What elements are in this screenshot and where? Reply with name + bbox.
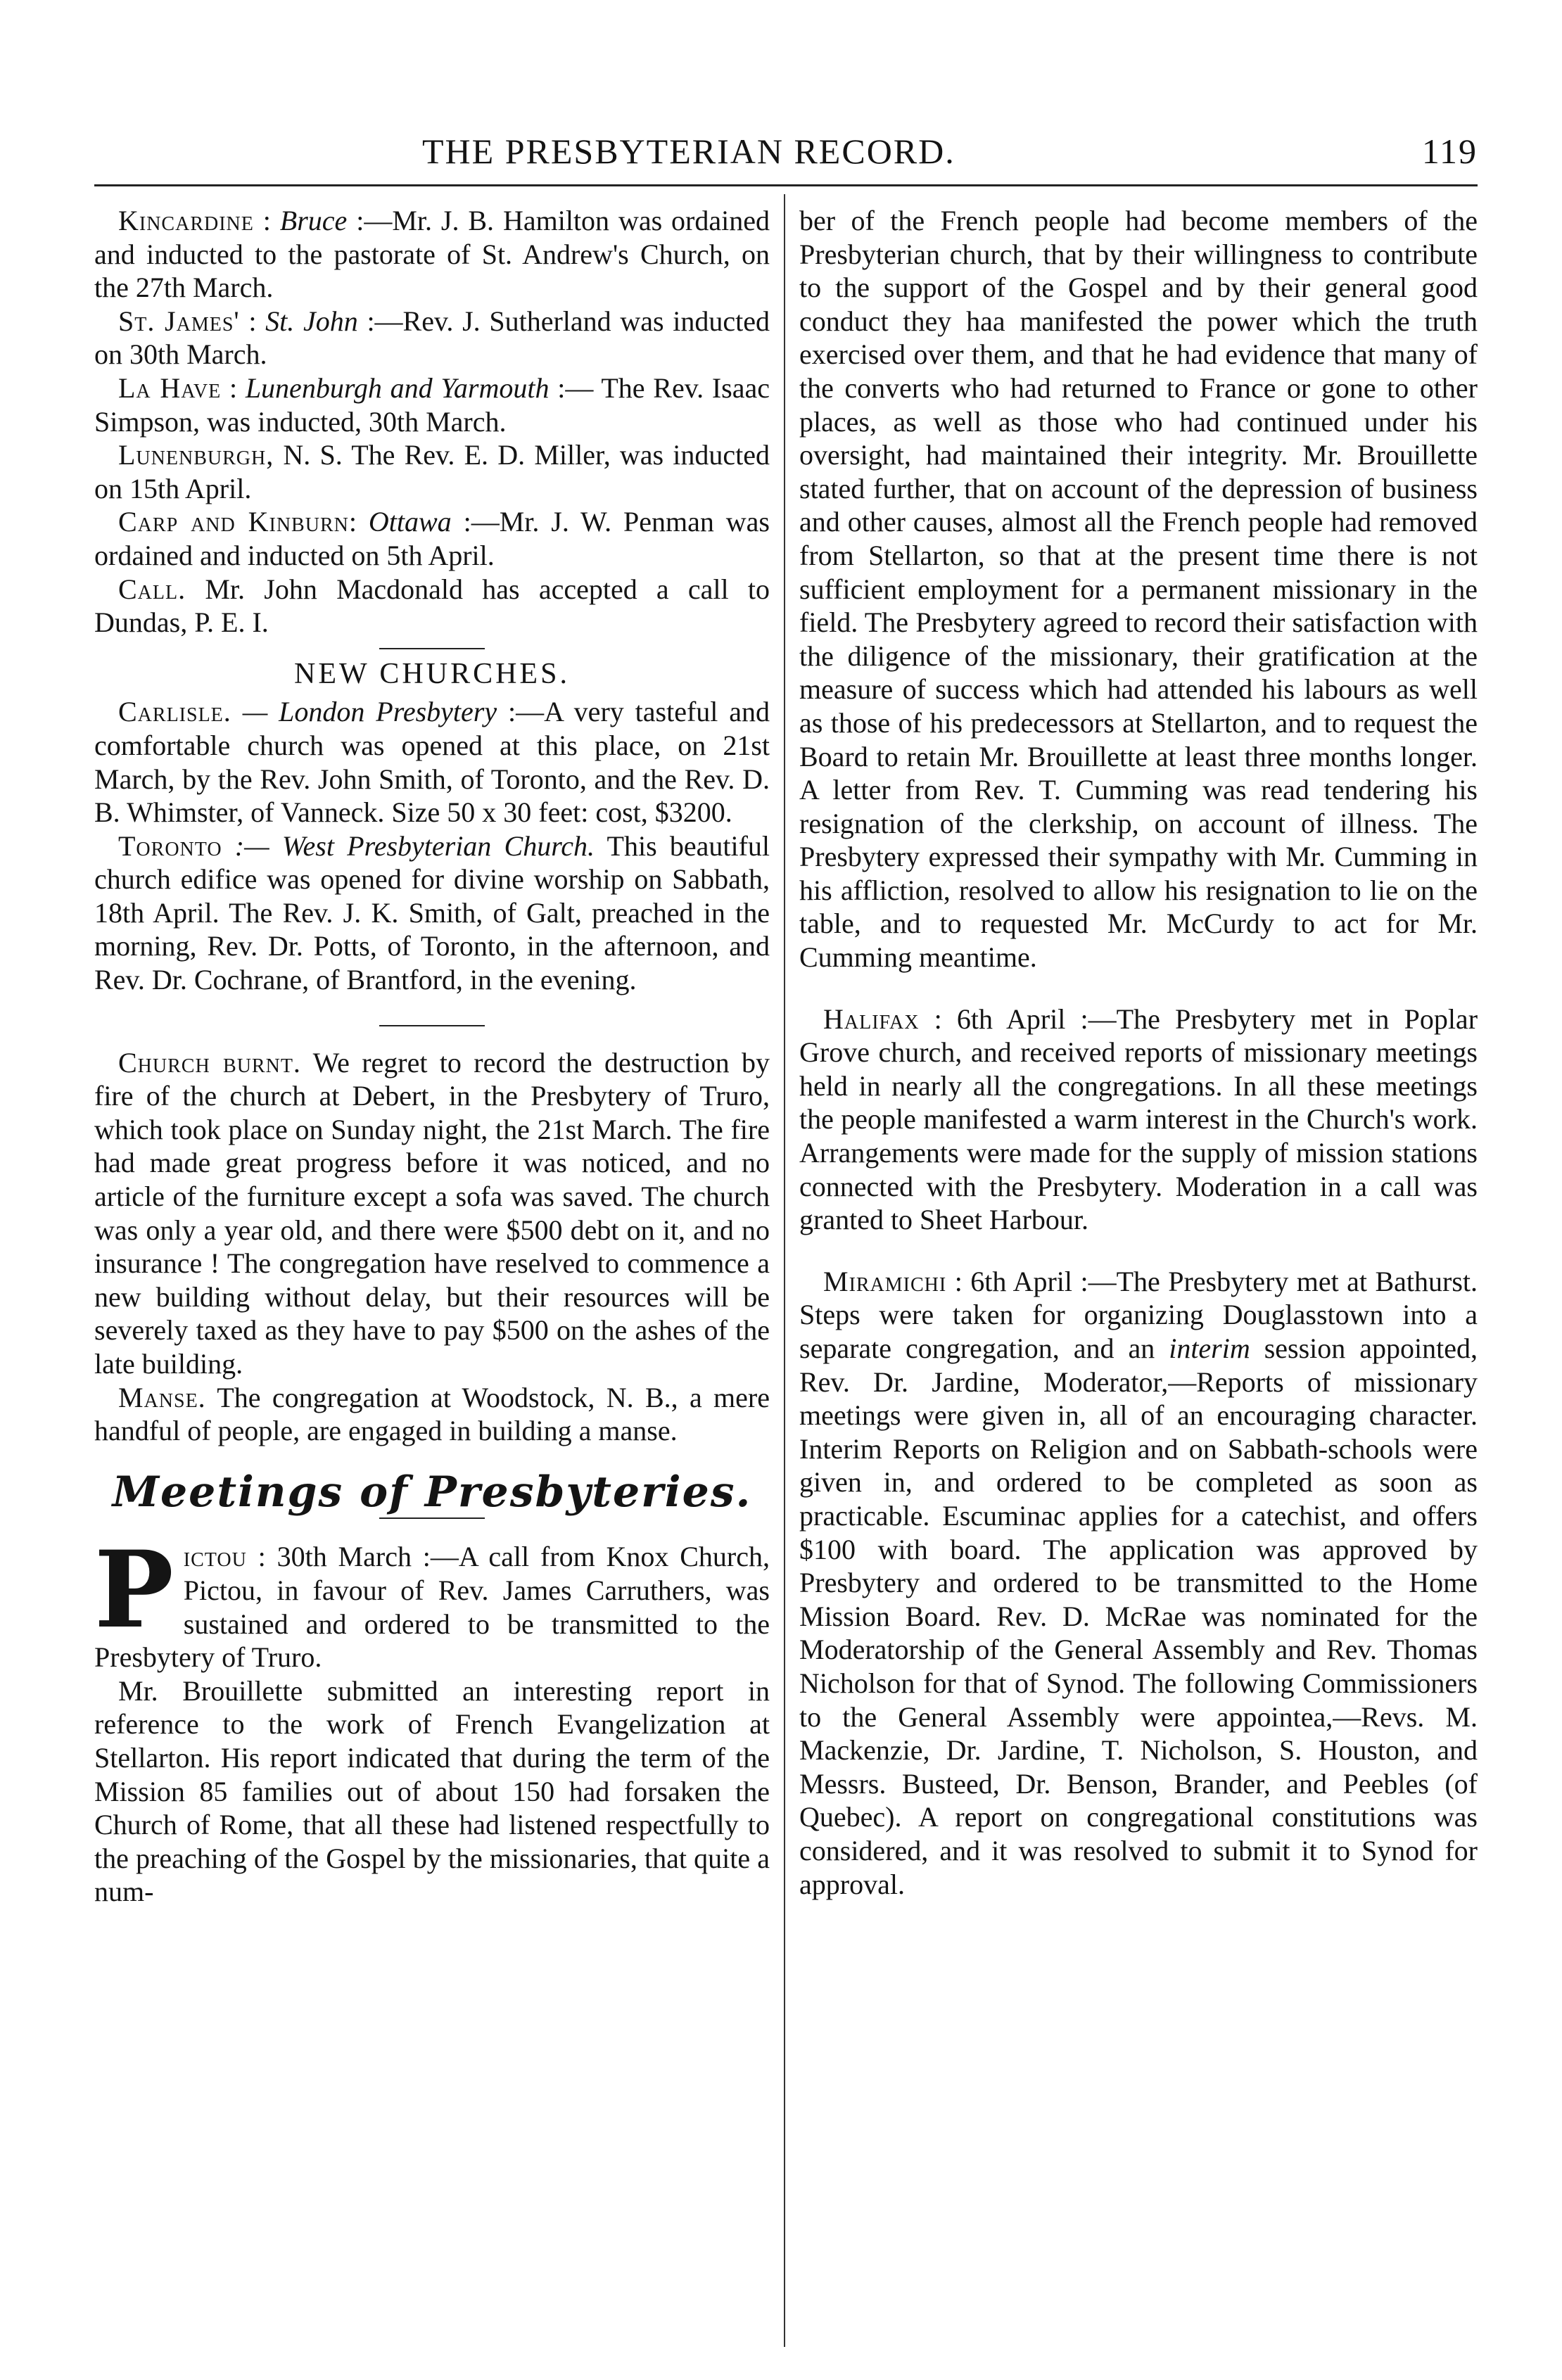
column-divider: [784, 194, 785, 2347]
entry-halifax: [799, 1003, 1478, 1237]
entry-place: St. John: [265, 305, 358, 337]
entry-lunenburgh: [94, 438, 770, 505]
entry-lead: Carp and Kinburn: [118, 506, 349, 538]
entry-place: Bruce: [279, 205, 348, 236]
entry-lead: ictou: [183, 1541, 247, 1573]
drop-cap: P: [94, 1528, 174, 1653]
entry-call: [94, 573, 770, 639]
entry-text: :—Rev. J. Sutherland was inducted on 30th March.: [94, 305, 770, 371]
entry-lead: Lunenburgh,: [118, 439, 274, 471]
entry-emphasis: interim: [1169, 1332, 1250, 1364]
entry-manse: [94, 1381, 770, 1448]
entry-text: The congregation at Woodstock, N. B., a mere handful of people, are engaged in building a manse.: [94, 1381, 770, 1447]
right-column: [799, 204, 1478, 1901]
entry-lead: Manse.: [118, 1381, 206, 1413]
entry-text: We regret to record the destruction by fire of the church at Debert, in the Presbytery of Truro, which took place on Sunday night, the 21st March. The fire had made great progress before it was noticed, and no article of the furniture except a sofa was saved. The church was only a year old, and there were $500 debt on it, and no insurance ! The congregation have reselved to commence a new building without delay, but their resources will be severely taxed as they have to pay $500 on the ashes of the late building.: [94, 1046, 770, 1380]
entry-la-have: La Have : Lunenburgh and Yarmouth :— The Rev. Isaac Simpson, was inducted, 30th March.: [94, 371, 770, 438]
running-head: [422, 131, 1478, 177]
entry-text: : 6th April :—The Presbytery met in Poplar Grove church, and received reports of missionary meetings held in nearly all the congregations. In all these meetings the people manifested a warm interest in the Church's work. Arrangements were made for the supply of mission stations connected with the Presbytery. Moderation in a call was granted to Sheet Harbour.: [799, 1003, 1478, 1236]
entry-kincardine: Kincardine : Bruce :—Mr. J. B. Hamilton was ordained and inducted to the pastorate of St. Andrew's Church, on the 27th March.: [94, 205, 770, 304]
entry-place: Lunenburgh and Yarmouth: [245, 371, 550, 404]
entry-lead: Toronto: [118, 829, 222, 862]
entry-text: N. S. The Rev. E. D. Miller, was inducted on 15th April.: [94, 439, 770, 504]
entry-lead: Church burnt.: [118, 1046, 301, 1078]
entry-text: :—Mr. J. B. Hamilton was ordained and inducted to the pastorate of St. Andrew's Church, on the 27th March.: [94, 205, 770, 304]
page-number: 119: [1421, 132, 1478, 171]
entry-brouillette: Mr. Brouillette submitted an interesting report in reference to the work of French Evangelization at Stellarton. His report indicated that during the term of the Mission 85 families out of about 150 had forsaken the Church of Rome, that all these had listened respectfully to the preaching of the Gospel by the missionaries, that quite a num-: [94, 1674, 770, 1908]
entry-miramichi: [799, 1265, 1478, 1901]
new-churches-heading: NEW CHURCHES.: [294, 657, 570, 690]
entry-text: :—Mr. J. W. Penman was ordained and inducted on 5th April.: [94, 506, 770, 571]
divider-rule: [379, 648, 485, 649]
entry-toronto: [94, 829, 770, 997]
header-rule: [94, 184, 1478, 186]
meetings-heading: Meetings of Presbyteries.: [112, 1467, 752, 1517]
entry-carlisle: [94, 695, 770, 829]
entry-place: :— West Presbyterian Church.: [234, 829, 595, 862]
entry-place: — London Presbytery: [242, 696, 497, 728]
entry-lead: Kincardine: [118, 205, 254, 236]
entry-text: : 6th April :—The Presbytery met at Bathurst. Steps were taken for organizing Douglasstown into a separate congregation, and an: [799, 1265, 1478, 1364]
entry-lead: La Have: [118, 371, 222, 404]
entry-pictou: [94, 1528, 770, 1674]
divider-rule: [379, 1517, 485, 1519]
entry-text: : 30th March :—A call from Knox Church, Pictou, in favour of Rev. James Carruthers, was sustained and ordered to be transmitted to the Presbytery of Truro.: [94, 1541, 770, 1674]
entry-church-burnt: [94, 1046, 770, 1381]
entry-text: session appointed, Rev. Dr. Jardine, Moderator,—Reports of missionary meetings were given in, all of an encouraging character. Interim Reports on Religion and on Sabbath-schools were given in, and ordered to be completed as soon as practicable. Escuminac applies for a catechist, and offers $100 with board. The application was approved by Presbytery and ordered to be transmitted to the Home Mission Board. Rev. D. McRae was nominated for the Moderatorship of the General Assembly and Rev. Thomas Nicholson for that of Synod. The following Commissioners to the General Assembly were appointea,—Revs. M. Mackenzie, Dr. Jardine, T. Nicholson, S. Houston, and Messrs. Busteed, Dr. Benson, Brander, and Peebles (of Quebec). A report on congregational constitutions was considered, and it was resolved to submit it to Synod for approval.: [799, 1332, 1478, 1900]
entry-carp: Carp and Kinburn: Ottawa :—Mr. J. W. Penman was ordained and inducted on 5th April.: [94, 506, 770, 571]
entry-place: Ottawa: [368, 506, 452, 538]
entry-lead: St. James': [118, 305, 240, 337]
entry-text: Mr. John Macdonald has accepted a call to Dundas, P. E. I.: [94, 573, 770, 639]
journal-title: THE PRESBYTERIAN RECORD.: [422, 132, 955, 171]
left-column: [94, 204, 770, 1909]
entry-lead: Call.: [118, 573, 186, 605]
entry-lead: Carlisle.: [118, 696, 231, 728]
entry-lead: Halifax: [823, 1003, 920, 1035]
entry-text: :— The Rev. Isaac Simpson, was inducted, 30th March.: [94, 371, 770, 438]
entry-text: This beautiful church edifice was opened for divine worship on Sabbath, 18th April. The Rev. J. K. Smith, of Galt, preached in the morning, Rev. Dr. Potts, of Toronto, in the afternoon, and Rev. Dr. Cochrane, of Brantford, in the evening.: [94, 829, 770, 996]
entry-lead: Miramichi: [823, 1265, 947, 1297]
continuation-paragraph: ber of the French people had become members of the Presbyterian church, that by their willingness to contribute to the support of the Gospel and by their general good conduct they haa manifested the power which the truth exercised over them, and that he had evidence that many of the converts who had returned to France or gone to other places, as well as those who had continued under his oversight, had maintained their integrity. Mr. Brouillette stated further, that on account of the depression of business and other causes, almost all the French people had removed from Stellarton, so that at the present time there is not sufficient employment for a permanent missionary in the field. The Presbytery agreed to record their satisfaction with the diligence of the missionary, their gratification at the measure of success which had attended his labours as well as those of his predecessors at Stellarton, and to request the Board to retain Mr. Brouillette at least three months longer. A letter from Rev. T. Cumming was read tendering his resignation of the clerkship, on account of illness. The Presbytery expressed their sympathy with Mr. Cumming in his affliction, resolved to allow his resignation to lie on the table, and to requested Mr. McCurdy to act for Mr. Cumming meantime.: [799, 205, 1478, 974]
entry-st-james: St. James' : St. John :—Rev. J. Sutherland was inducted on 30th March.: [94, 305, 770, 371]
divider-rule: [379, 1025, 485, 1026]
entry-text: :—A very tasteful and comfortable church was opened at this place, on 21st March, by the Rev. John Smith, of Toronto, and the Rev. D. B. Whimster, of Vanneck. Size 50 x 30 feet: cost, $3200.: [94, 696, 770, 829]
